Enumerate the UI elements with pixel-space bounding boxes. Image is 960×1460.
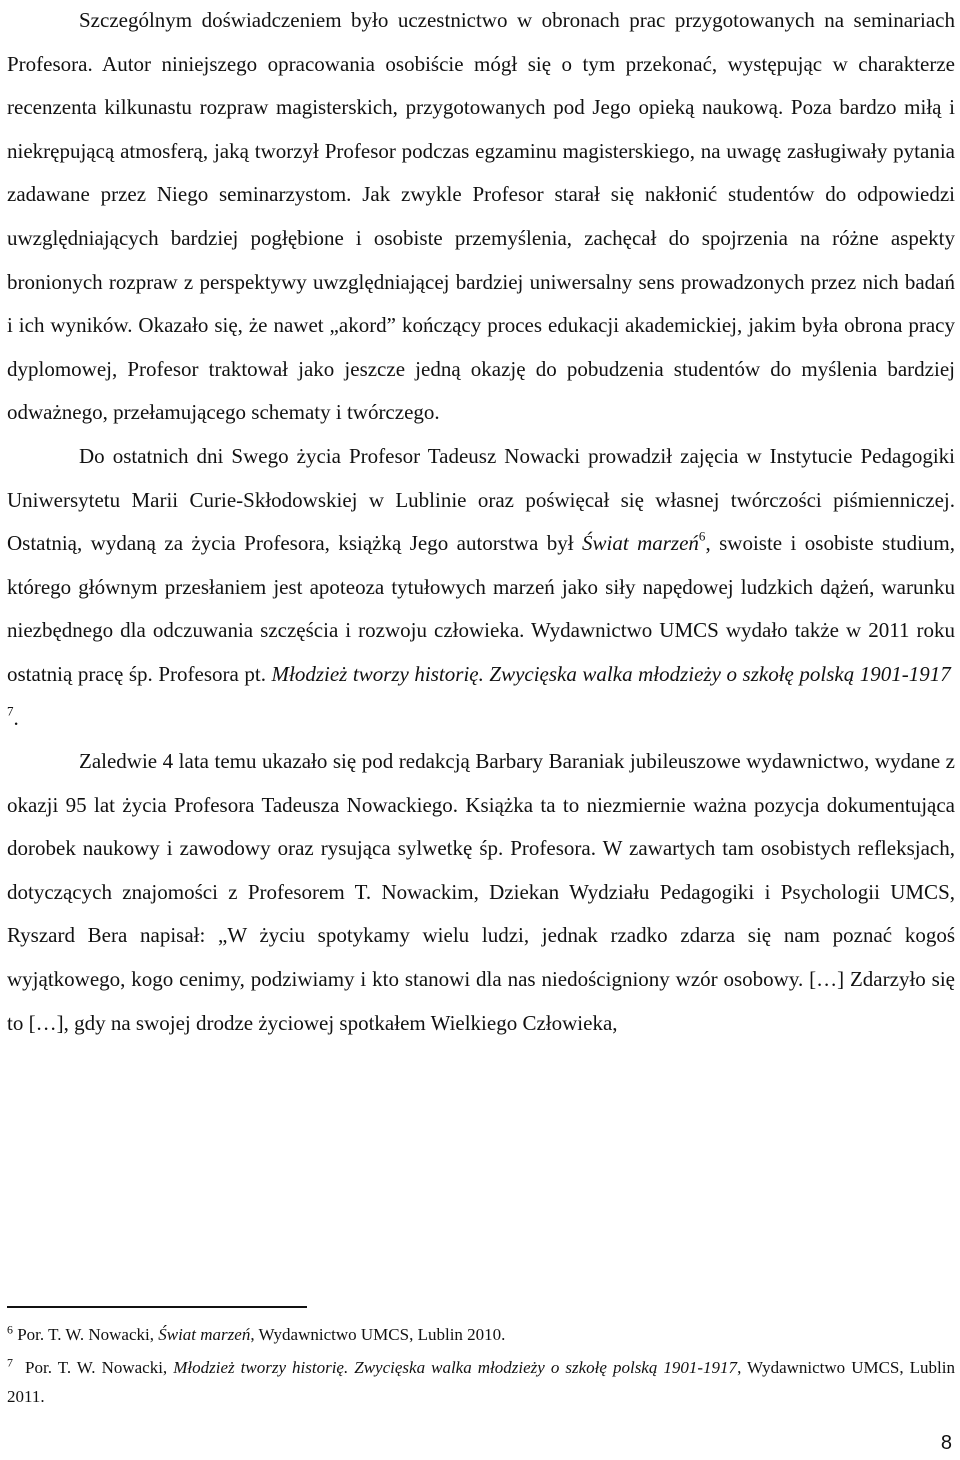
book-title-swiat-marzen: Świat marzeń bbox=[581, 531, 699, 556]
footnote-7-pre: Por. T. W. Nowacki, bbox=[25, 1358, 174, 1377]
footnote-6-number: 6 bbox=[7, 1322, 13, 1337]
footnote-6-pre: Por. T. W. Nowacki, bbox=[17, 1325, 159, 1344]
paragraph-2 bbox=[7, 435, 955, 740]
footnote-6 bbox=[7, 1320, 955, 1349]
paragraph-2-text-a: Do ostatnich dni Swego życia Profesor Tadeusz Nowacki prowadził zajęcia w Instytucie Pedagogiki Uniwersytetu Marii Curie-Skłodowskiej w Lublinie oraz poświęcał się własnej twórczości piśmienniczej. Ostatnią, wydaną za życia Profesora, książką Jego autorstwa był bbox=[7, 443, 955, 556]
paragraph-1 bbox=[7, 0, 955, 435]
footnote-7-post: , Wydawnictwo UMCS, Lublin 2011. bbox=[7, 1358, 956, 1406]
footnote-7-number: 7 bbox=[7, 1355, 13, 1370]
footnote-6-post: , Wydawnictwo UMCS, Lublin 2010. bbox=[250, 1325, 506, 1344]
paragraph-3 bbox=[7, 740, 955, 1045]
footnote-separator bbox=[7, 1306, 307, 1308]
page-number: 8 bbox=[940, 1432, 952, 1454]
footnote-ref-7[interactable]: 7 bbox=[7, 703, 14, 719]
paragraph-2-text-b: , swoiste i osobiste studium, którego głównym przesłaniem jest apoteoza tytułowych marzeń jako siły napędowej ludzkich dążeń, warunku niezbędnego dla odczuwania szczęścia i rozwoju człowieka. Wydawnictwo UMCS wydało także w 2011 roku ostatnią pracę śp. Profesora pt. bbox=[7, 531, 955, 686]
book-title-mlodziez: Młodzież tworzy historię. Zwycięska walka młodzieży o szkołę polską 1901-1917 bbox=[271, 661, 951, 686]
footnote-7 bbox=[7, 1353, 955, 1411]
body-text bbox=[7, 0, 955, 1045]
footnote-7-title: Młodzież tworzy historię. Zwycięska walka młodzieży o szkołę polską 1901-1917 bbox=[173, 1358, 738, 1377]
paragraph-3-text: Zaledwie 4 lata temu ukazało się pod redakcją Barbary Baraniak jubileuszowe wydawnictwo, wydane z okazji 95 lat życia Profesora Tadeusza Nowackiego. Książka ta to niezmiernie ważna pozycja dokumentująca dorobek naukowy i zawodowy oraz rysująca sylwetkę śp. Profesora. W zawartych tam osobistych refleksjach, dotyczących znajomości z Profesorem T. Nowackim, Dziekan Wydziału Pedagogiki i Psychologii UMCS, Ryszard Bera napisał: „W życiu spotykamy wielu ludzi, jednak rzadko zdarza się nam poznać kogoś wyjątkowego, kogo cenimy, podziwiamy i kto stanowi dla nas niedościgniony wzór osobowy. […] Zdarzyło się to […], gdy na swojej drodze życiowej spotkałem Wielkiego Człowieka, bbox=[7, 749, 955, 1035]
footnote-ref-6[interactable]: 6 bbox=[698, 528, 706, 544]
paragraph-1-text: Szczególnym doświadczeniem było uczestnictwo w obronach prac przygotowanych na seminariach Profesora. Autor niniejszego opracowania osobiście mógł się o tym przekonać, występując w charakterze recenzenta kilkunastu rozpraw magisterskich, przygotowanych pod Jego opieką naukową. Poza bardzo miłą i niekrępującą atmosferą, jaką tworzył Profesor podczas egzaminu magisterskiego, na uwagę zasługiwały pytania zadawane przez Niego seminarzystom. Jak zwykle Profesor starał się nakłonić studentów do odpowiedzi uwzględniających bardziej pogłębione i osobiste przemyślenia, zachęcał do spojrzenia na różne aspekty bronionych rozpraw z perspektywy uwzględniającej bardziej uniwersalny sens prowadzonych przez nich badań i ich wyników. Okazało się, że nawet „akord” kończący proces edukacji akademickiej, jakim była obrona pracy dyplomowej, Profesor traktował jako jeszcze jedną okazję do pobudzenia studentów do myślenia bardziej odważnego, przełamującego schematy i twórczego. bbox=[7, 8, 955, 425]
footnotes bbox=[7, 1320, 955, 1415]
footnote-6-title: Świat marzeń bbox=[158, 1325, 251, 1344]
paragraph-2-text-c: . bbox=[13, 705, 19, 730]
